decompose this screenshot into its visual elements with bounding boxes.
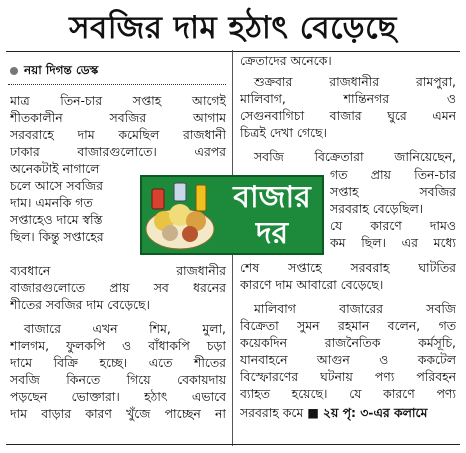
right-line: কারণে দাম আবারো বেড়েছে।: [240, 277, 384, 292]
right-line: শেষ সপ্তাহে সরবরাহ ঘাটতির: [240, 260, 456, 275]
right-line: চিত্রই দেখা গেছে।: [240, 125, 327, 140]
right-line-text: সরবরাহ কমে: [240, 405, 304, 420]
byline-rule: [8, 84, 226, 85]
right-line: শুক্রবার রাজধানীর রামপুরা,: [254, 74, 456, 89]
right-line: কয়েকদিন রাজনৈতিক কর্মসূচি,: [240, 335, 456, 350]
left-line: দামে বিক্রি হচ্ছে। এতে শীতের: [10, 355, 226, 370]
left-line: মাত্র তিন-চার সপ্তাহ আগেই: [10, 93, 226, 108]
vegetables-illustration: [144, 179, 216, 251]
right-line: বিস্ফোরণের ঘটনায় পণ্য পরিবহন: [240, 369, 456, 384]
left-line: বাজারগুলোতে প্রায় সব ধরনের: [10, 280, 226, 295]
right-line: সেগুনবাগিচা বাজার ঘুরে এমন: [240, 108, 456, 123]
continuation-text: ২য় পৃ: ৩-এর কলামে: [322, 405, 428, 420]
right-line-last: [240, 404, 456, 421]
right-line: ক্রেতাদের অনেকে।: [240, 53, 332, 68]
right-line: মালিবাগ বাজারের সবজি: [254, 301, 456, 316]
continuation-marker: ■: [307, 405, 319, 420]
left-line: দাম। এমনকি গত: [10, 195, 93, 210]
box-title-line1: বাজার: [233, 180, 311, 215]
left-line: চলে আসে সবজির: [10, 178, 103, 193]
left-line: ঢাকার বাজারগুলোতে। এরপর: [10, 144, 226, 159]
left-line: বাজারে এখন শিম, মুলা,: [24, 321, 226, 336]
left-line: শীতের সবজির দাম বেড়েছে।: [10, 297, 150, 312]
left-line: অনেকটাই নাগালে: [10, 161, 100, 176]
box-title-line2: দর: [255, 216, 289, 251]
right-line: কম ছিল। এর মধ্যে: [330, 235, 456, 250]
left-line: সবজি কিনতে গিয়ে বেকায়দায়: [10, 372, 226, 387]
left-line: শালগম, ফুলকপি ও বাঁধাকপি চড়া: [10, 338, 226, 353]
left-line: সপ্তাহেও দামে স্বস্তি: [10, 212, 103, 227]
right-line: সবজি বিক্রেতারা জানিয়েছেন,: [254, 149, 456, 164]
bottom-rule: [6, 444, 460, 445]
right-line: মালিবাগ, শান্তিনগর ও: [240, 91, 456, 106]
right-line: যানবাহনে আগুন ও ককটেল: [240, 352, 456, 367]
byline-text: নয়া দিগন্ত ডেস্ক: [24, 63, 99, 77]
left-line: সরবরাহে দাম কমেছিল রাজধানী: [10, 127, 226, 142]
left-line: পড়ছেন ভোক্তারা। হঠাৎ এভাবে: [10, 389, 226, 404]
left-line: দাম বাড়ার কারণ খুঁজে পাচ্ছেন না: [10, 406, 226, 421]
left-line: ব্যবধানে রাজধানীর: [10, 263, 226, 278]
right-line: যে কারণে দামও: [330, 218, 456, 233]
right-line: সপ্তাহ সবজির: [330, 184, 456, 199]
headline: সবজির দাম হঠাৎ বেড়েছে: [69, 10, 397, 46]
byline: [10, 60, 225, 80]
right-line: ব্যাহত হয়েছে। যে কারণে পণ্য: [240, 386, 456, 401]
right-line: গত প্রায় তিন-চার: [330, 167, 456, 182]
market-price-box: [140, 175, 324, 255]
bullet-icon: [10, 67, 18, 75]
right-line: সরবরাহ বেড়েছিল।: [330, 201, 424, 216]
right-line: বিক্রেতা সুমন রহমান বলেন, গত: [240, 318, 456, 333]
left-line: ছিল। কিন্তু সপ্তাহের: [10, 229, 104, 244]
left-line: শীতকালীন সবজির আগাম: [10, 110, 226, 125]
